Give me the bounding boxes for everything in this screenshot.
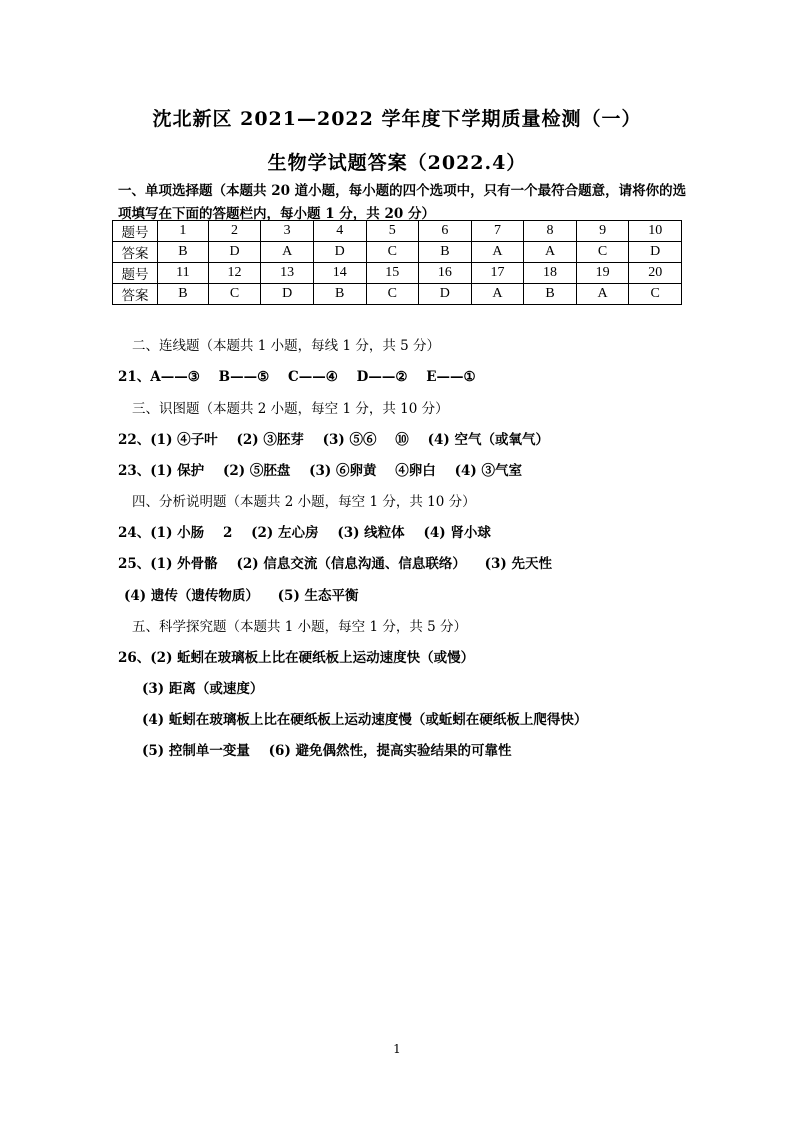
answer-26-part4: (5) 控制单一变量 (6) 避免偶然性，提高实验结果的可靠性 <box>142 743 512 759</box>
table-cell: 1 <box>158 221 209 242</box>
document-subtitle: 生物学试题答案（2022.4） <box>267 152 527 174</box>
table-cell: D <box>313 242 366 263</box>
table-cell: C <box>576 242 629 263</box>
row-label-question: 题号 <box>113 221 158 242</box>
table-cell: 18 <box>524 263 577 284</box>
table-cell: 13 <box>261 263 314 284</box>
table-cell: 11 <box>158 263 209 284</box>
answer-25-part2: (4) 遗传（遗传物质） (5) 生态平衡 <box>124 588 359 604</box>
table-cell: 9 <box>576 221 629 242</box>
table-cell: 7 <box>471 221 524 242</box>
answer-24: 24、(1) 小肠 2 (2) 左心房 (3) 线粒体 (4) 肾小球 <box>118 525 491 541</box>
table-cell: D <box>261 284 314 305</box>
table-cell: D <box>208 242 261 263</box>
answer-26-part2: (3) 距离（或速度） <box>142 681 264 697</box>
table-cell: A <box>471 284 524 305</box>
table-cell: 4 <box>313 221 366 242</box>
table-cell: A <box>524 242 577 263</box>
table-cell: 17 <box>471 263 524 284</box>
table-cell: B <box>158 284 209 305</box>
table-cell: D <box>419 284 472 305</box>
row-label-answer: 答案 <box>113 284 158 305</box>
table-cell: 14 <box>313 263 366 284</box>
table-cell: B <box>419 242 472 263</box>
table-cell: A <box>576 284 629 305</box>
row-label-question: 题号 <box>113 263 158 284</box>
table-cell: 8 <box>524 221 577 242</box>
table-cell: 3 <box>261 221 314 242</box>
table-row-numbers-1 <box>113 221 682 242</box>
answer-22: 22、(1) ④子叶 (2) ③胚芽 (3) ⑤⑥ ⑩ (4) 空气（或氧气） <box>118 432 549 448</box>
table-cell: 15 <box>366 263 419 284</box>
table-cell: 12 <box>208 263 261 284</box>
table-cell: C <box>366 284 419 305</box>
table-cell: 10 <box>629 221 682 242</box>
table-row-answers-1 <box>113 242 682 263</box>
document-title: 沈北新区 2021—2022 学年度下学期质量检测（一） <box>152 108 642 130</box>
table-cell: A <box>471 242 524 263</box>
row-label-answer: 答案 <box>113 242 158 263</box>
table-cell: A <box>261 242 314 263</box>
section5-heading: 五、科学探究题（本题共 1 小题，每空 1 分，共 5 分） <box>132 619 468 635</box>
section1-heading: 一、单项选择题（本题共 20 道小题，每小题的四个选项中，只有一个最符合题意，请将你的选项填写在下面的答题栏内，每小题 1 分，共 20 分） <box>118 183 687 222</box>
section3-heading: 三、识图题（本题共 2 小题，每空 1 分，共 10 分） <box>132 401 449 417</box>
table-cell: C <box>208 284 261 305</box>
section4-heading: 四、分析说明题（本题共 2 小题，每空 1 分，共 10 分） <box>132 494 476 510</box>
answer-table <box>112 220 682 305</box>
table-cell: 6 <box>419 221 472 242</box>
answer-23: 23、(1) 保护 (2) ⑤胚盘 (3) ⑥卵黄 ④卵白 (4) ③气室 <box>118 463 522 479</box>
table-row-numbers-2 <box>113 263 682 284</box>
table-row-answers-2 <box>113 284 682 305</box>
table-cell: B <box>158 242 209 263</box>
answer-26-part3: (4) 蚯蚓在玻璃板上比在硬纸板上运动速度慢（或蚯蚓在硬纸板上爬得快） <box>142 712 588 728</box>
table-cell: D <box>629 242 682 263</box>
page-number: 1 <box>393 1042 401 1056</box>
table-cell: 2 <box>208 221 261 242</box>
table-cell: B <box>313 284 366 305</box>
table-cell: 5 <box>366 221 419 242</box>
answer-26-part1: 26、(2) 蚯蚓在玻璃板上比在硬纸板上运动速度快（或慢） <box>118 650 475 666</box>
table-cell: 19 <box>576 263 629 284</box>
table-cell: 20 <box>629 263 682 284</box>
table-cell: B <box>524 284 577 305</box>
answer-25-part1: 25、(1) 外骨骼 (2) 信息交流（信息沟通、信息联络） (3) 先天性 <box>118 556 552 572</box>
section2-heading: 二、连线题（本题共 1 小题，每线 1 分，共 5 分） <box>132 338 441 354</box>
table-cell: C <box>629 284 682 305</box>
table-cell: C <box>366 242 419 263</box>
answer-21: 21、A——③ B——⑤ C——④ D——② E——① <box>118 369 476 385</box>
table-cell: 16 <box>419 263 472 284</box>
